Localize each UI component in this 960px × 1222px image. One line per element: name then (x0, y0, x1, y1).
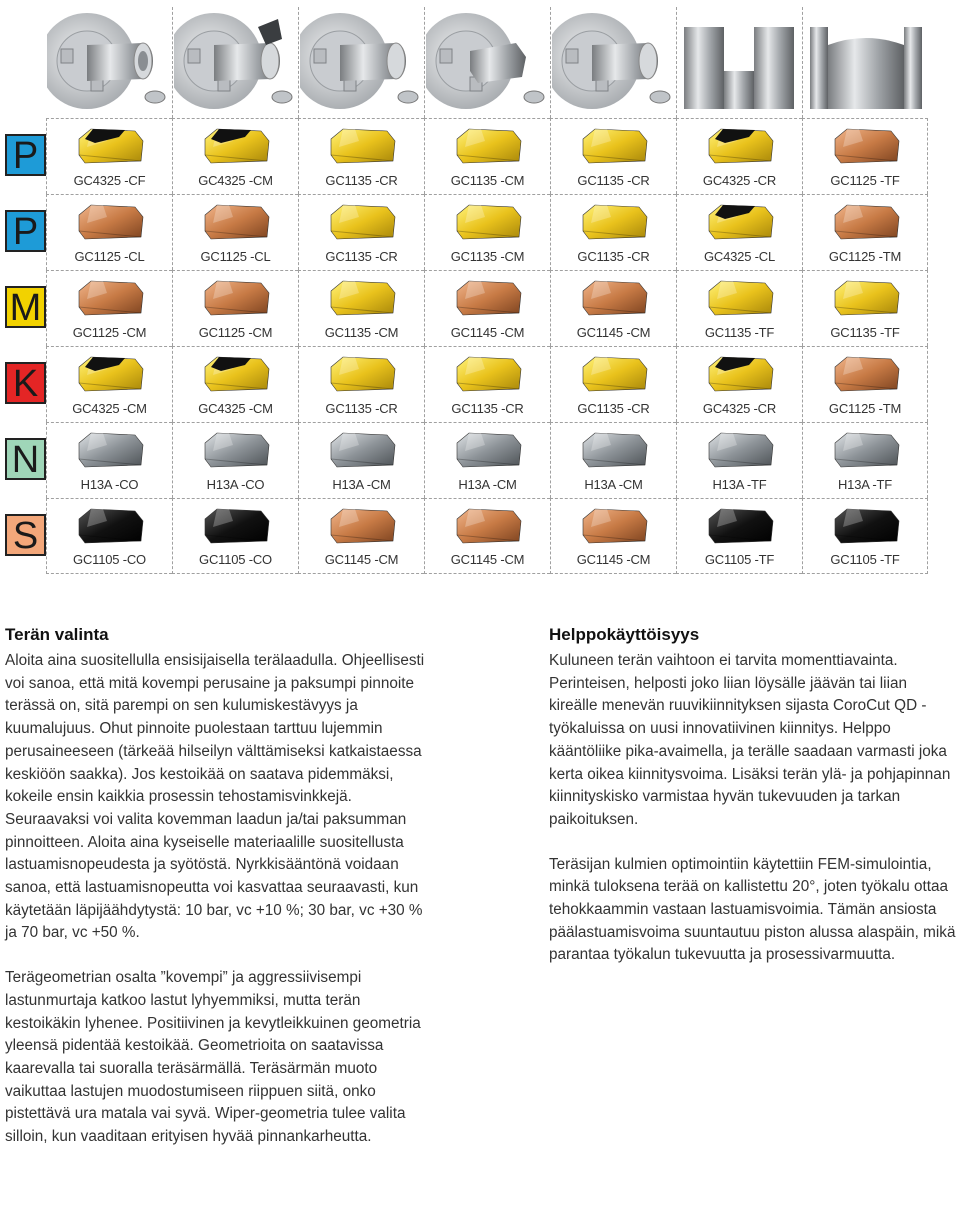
insert-code: GC1135 -CR (451, 401, 524, 416)
insert-cell (550, 194, 676, 270)
insert-code: H13A -CM (584, 477, 643, 492)
material-row-M (46, 270, 928, 346)
insert-cell (802, 194, 928, 270)
insert-cell (424, 422, 550, 498)
insert-code: GC1135 -CR (577, 249, 650, 264)
insert-cell (172, 346, 298, 422)
iso-material-badge-P: P (5, 134, 46, 176)
insert-code: H13A -CO (80, 477, 139, 492)
insert-code: GC1135 -TF (830, 325, 900, 340)
insert-code: GC4325 -CF (73, 173, 146, 188)
insert-cell (424, 498, 550, 574)
insert-cell (46, 194, 172, 270)
operation-1 (46, 7, 172, 118)
insert-cell (802, 346, 928, 422)
insert-cell (676, 270, 802, 346)
insert-code: GC1145 -CM (576, 325, 651, 340)
insert-code: GC4325 -CR (702, 401, 777, 416)
insert-code: GC1135 -CR (325, 401, 398, 416)
insert-code: H13A -CM (332, 477, 391, 492)
insert-cell (172, 270, 298, 346)
operation-6 (676, 7, 802, 118)
insert-code: GC1135 -CR (577, 401, 650, 416)
insert-selection-grid (46, 7, 928, 574)
insert-code: GC1125 -CL (74, 249, 145, 264)
insert-cell (46, 118, 172, 194)
insert-cell (298, 270, 424, 346)
insert-code: GC4325 -CM (198, 401, 273, 416)
insert-code: H13A -CO (206, 477, 265, 492)
operation-2 (172, 7, 298, 118)
insert-cell (298, 422, 424, 498)
insert-cell (550, 270, 676, 346)
insert-cell (298, 498, 424, 574)
insert-code: GC1135 -CR (325, 173, 398, 188)
insert-cell (550, 118, 676, 194)
operation-3 (298, 7, 424, 118)
blade-selection-section (5, 624, 425, 1149)
insert-code: GC1125 -CM (72, 325, 147, 340)
insert-cell (298, 194, 424, 270)
ease-of-use-paragraph-2: Teräsijan kulmien optimointiin käytettiin FEM-simulointia, minkä tuloksena terää on kallistettu 20°, joten työkalu ottaa tehokkaammin vastaan lastuamisvoimia. Tämän ansiosta päälastuamisvoima suuntautuu piston alussa alaspäin, mikä parantaa työkalun tukevuutta ja prosessivarmuutta. (549, 855, 956, 964)
insert-code: GC1145 -CM (450, 325, 525, 340)
operation-5 (550, 7, 676, 118)
insert-cell (424, 346, 550, 422)
insert-code: GC1105 -CO (73, 552, 146, 567)
insert-code: GC1125 -TF (830, 173, 900, 188)
insert-cell (424, 194, 550, 270)
insert-cell (298, 118, 424, 194)
iso-material-badge-M: M (5, 286, 46, 328)
blade-selection-title: Terän valinta (5, 625, 109, 644)
insert-cell (802, 498, 928, 574)
insert-code: GC4325 -CR (702, 173, 777, 188)
material-row-N (46, 422, 928, 498)
insert-cell (46, 422, 172, 498)
material-row-P (46, 194, 928, 270)
insert-cell (676, 346, 802, 422)
insert-code: GC1135 -CM (450, 249, 525, 264)
insert-cell (172, 422, 298, 498)
insert-cell (172, 118, 298, 194)
insert-cell (676, 422, 802, 498)
blade-selection-paragraph-2: Terägeometrian osalta ”kovempi” ja aggressiivisempi lastunmurtaja katkoo lastut lyhyemmiksi, mutta terän kestoikäkin lyhenee. Positiivinen ja kevytleikkuinen geometria yleensä pidentää kestoikää. Geometrioita on saatavissa kaarevalla tai suoralla teräsärmällä. Teräsärmän muoto vaikuttaa lastujen muodostumiseen riippuen siitä, onko pistettävä ura matala vai syvä. Wiper-geometria tulee valita silloin, kun vaaditaan erityisen hyvää pinnankarheutta. (5, 969, 421, 1146)
insert-cell (676, 498, 802, 574)
insert-code: GC1125 -CL (200, 249, 271, 264)
insert-code: H13A -TF (837, 477, 893, 492)
iso-material-badge-K: K (5, 362, 46, 404)
insert-cell (676, 118, 802, 194)
insert-cell (46, 498, 172, 574)
insert-cell (298, 346, 424, 422)
insert-code: GC4325 -CL (704, 249, 775, 264)
insert-code: GC1125 -TM (828, 401, 902, 416)
iso-material-badge-S: S (5, 514, 46, 556)
insert-cell (46, 346, 172, 422)
insert-code: GC1135 -CR (325, 249, 398, 264)
insert-code: H13A -CM (458, 477, 517, 492)
insert-code: GC1135 -CM (324, 325, 399, 340)
insert-code: GC1135 -CR (577, 173, 650, 188)
insert-code: GC1125 -CM (198, 325, 273, 340)
insert-code: GC4325 -CM (198, 173, 273, 188)
insert-cell (46, 270, 172, 346)
insert-cell (424, 118, 550, 194)
insert-code: GC1145 -CM (450, 552, 525, 567)
material-row-P (46, 118, 928, 194)
insert-code: GC1145 -CM (324, 552, 399, 567)
operation-7 (802, 7, 928, 118)
operation-header-row (46, 7, 928, 118)
insert-code: H13A -TF (712, 477, 767, 492)
insert-code: GC4325 -CM (72, 401, 147, 416)
insert-cell (802, 270, 928, 346)
insert-cell (172, 194, 298, 270)
insert-cell (550, 346, 676, 422)
insert-cell (550, 498, 676, 574)
operation-4 (424, 7, 550, 118)
ease-of-use-paragraph-1: Kuluneen terän vaihtoon ei tarvita momenttiavainta. Perinteisen, helposti joko liian löysälle jäävän tai liian kireälle menevän ruuvikiinnityksen sijasta CoroCut QD -työkaluissa on uusi innovatiivinen kiinnitys. Helppo kääntöliike pika-avaimella, ja terälle saadaan varmasti joka kerta oikea kiinnitysvoima. Lisäksi terän ylä- ja pohjapinnan kiinnityskisko varmistaa hyvän tukevuuden ja tarkan paikoituksen. (549, 652, 951, 828)
insert-code: GC1105 -TF (704, 552, 775, 567)
insert-code: GC1135 -TF (704, 325, 775, 340)
material-row-K (46, 346, 928, 422)
material-row-S (46, 498, 928, 574)
insert-code: GC1145 -CM (576, 552, 651, 567)
insert-cell (550, 422, 676, 498)
insert-cell (676, 194, 802, 270)
insert-code: GC1105 -TF (830, 552, 900, 567)
insert-cell (424, 270, 550, 346)
ease-of-use-title: Helppokäyttöisyys (549, 625, 700, 644)
insert-cell (802, 422, 928, 498)
iso-material-badge-N: N (5, 438, 46, 480)
ease-of-use-section (549, 624, 959, 967)
insert-cell (802, 118, 928, 194)
iso-material-badge-P: P (5, 210, 46, 252)
insert-code: GC1125 -TM (828, 249, 902, 264)
insert-cell (172, 498, 298, 574)
insert-code: GC1105 -CO (199, 552, 272, 567)
blade-selection-paragraph-1: Aloita aina suositellulla ensisijaisella terälaadulla. Ohjeellisesti voi sanoa, että mitä kovempi perusaine ja paksumpi pinnoite terässä on, sitä parempi on sen kulumiskestävyys ja kuumalujuus. Ohut pinnoite puolestaan tarttuu lujemmin perusaineeseen (tärkeää hilseilyn välttämiseksi katkaistaessa keskiöön saakka). Jos kestoikää on saatava pidemmäksi, kokeile ensin kaikkia prosessin tehostamisvinkkejä. Seuraavaksi voi valita kovemman laadun ja/tai paksumman pinnoitteen. Aloita aina kyseiselle materiaalille suositellusta lastuamisnopeudesta ja syötöstä. Nyrkkisääntönä voidaan sanoa, että lastuamisnopeutta voi kasvattaa seuraavasti, kun käytetään läpijäähdytystä: 10 bar, vc +10 %; 30 bar, vc +30 % ja 70 bar, vc +50 %. (5, 652, 425, 942)
insert-code: GC1135 -CM (450, 173, 525, 188)
